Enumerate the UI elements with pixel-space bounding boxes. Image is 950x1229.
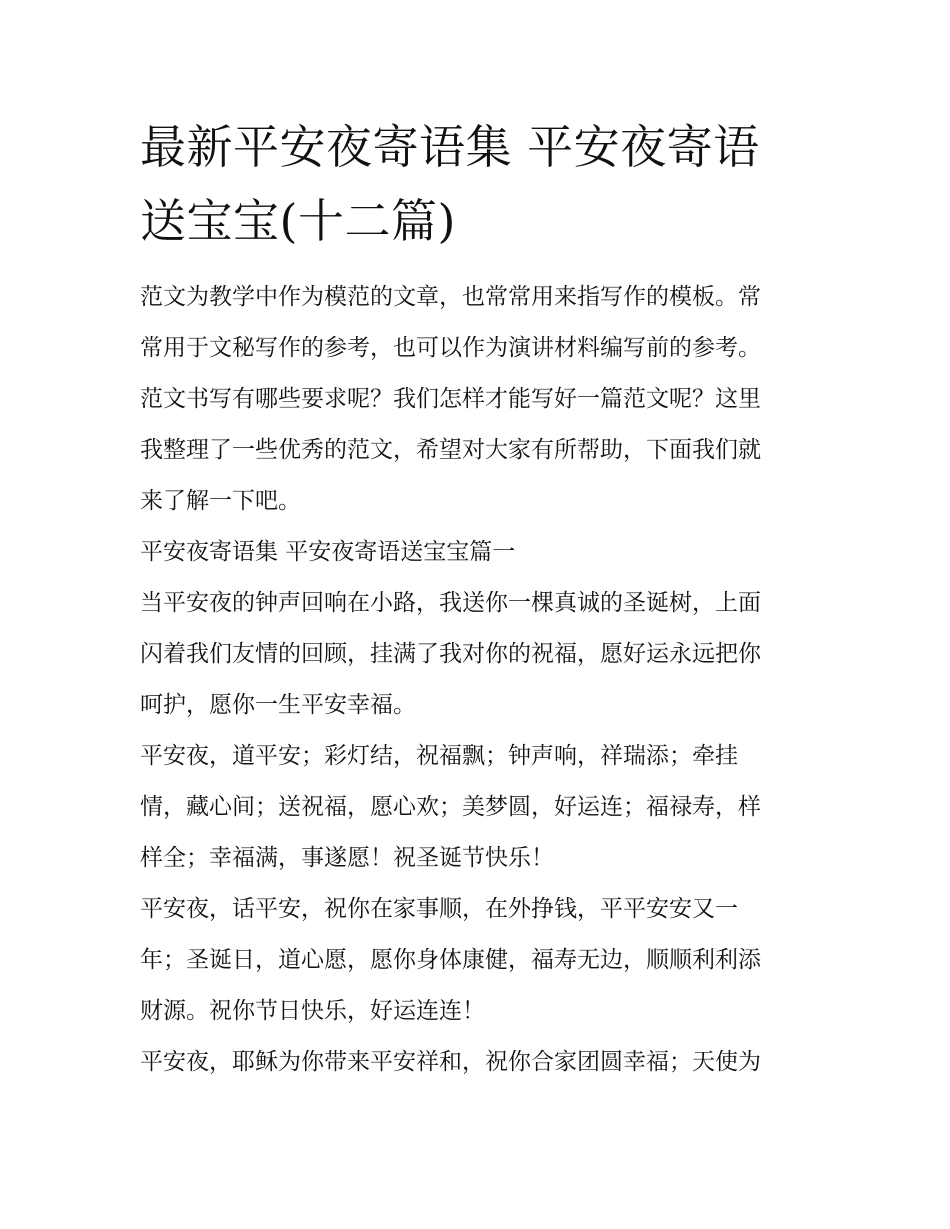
document-title bbox=[140, 110, 812, 258]
text-line: 来了解一下吧。 bbox=[140, 488, 301, 514]
title-line: 最新平安夜寄语集 平安夜寄语 bbox=[140, 120, 760, 174]
text-line: 财源。祝你节日快乐，好运连连！ bbox=[140, 998, 485, 1024]
document-body bbox=[140, 110, 812, 1088]
body-paragraph bbox=[140, 884, 812, 1037]
text-line: 平安夜，耶稣为你带来平安祥和，祝你合家团圆幸福；天使为 bbox=[140, 1049, 761, 1075]
text-line: 情，藏心间；送祝福，愿心欢；美梦圆，好运连；福禄寿，样 bbox=[140, 794, 761, 820]
paragraph-list bbox=[140, 272, 812, 1088]
intro-paragraph bbox=[140, 272, 812, 527]
body-paragraph bbox=[140, 731, 812, 884]
text-line: 我整理了一些优秀的范文，希望对大家有所帮助，下面我们就 bbox=[140, 437, 761, 463]
text-line: 平安夜寄语集 平安夜寄语送宝宝篇一 bbox=[140, 539, 516, 565]
body-paragraph bbox=[140, 1037, 812, 1088]
section-heading bbox=[140, 527, 812, 578]
text-line: 当平安夜的钟声回响在小路，我送你一棵真诚的圣诞树，上面 bbox=[140, 590, 761, 616]
title-line: 送宝宝(十二篇) bbox=[140, 194, 456, 248]
body-paragraph bbox=[140, 578, 812, 731]
text-line: 呵护，愿你一生平安幸福。 bbox=[140, 692, 416, 718]
text-line: 范文为教学中作为模范的文章，也常常用来指写作的模板。常 bbox=[140, 284, 761, 310]
text-line: 闪着我们友情的回顾，挂满了我对你的祝福，愿好运永远把你 bbox=[140, 641, 761, 667]
text-line: 平安夜，道平安；彩灯结，祝福飘；钟声响，祥瑞添；牵挂 bbox=[140, 743, 738, 769]
text-line: 平安夜，话平安，祝你在家事顺，在外挣钱，平平安安又一 bbox=[140, 896, 738, 922]
text-line: 常用于文秘写作的参考，也可以作为演讲材料编写前的参考。 bbox=[140, 335, 761, 361]
text-line: 范文书写有哪些要求呢？我们怎样才能写好一篇范文呢？这里 bbox=[140, 386, 761, 412]
text-line: 样全；幸福满，事遂愿！祝圣诞节快乐！ bbox=[140, 845, 554, 871]
text-line: 年；圣诞日，道心愿，愿你身体康健，福寿无边，顺顺利利添 bbox=[140, 947, 761, 973]
